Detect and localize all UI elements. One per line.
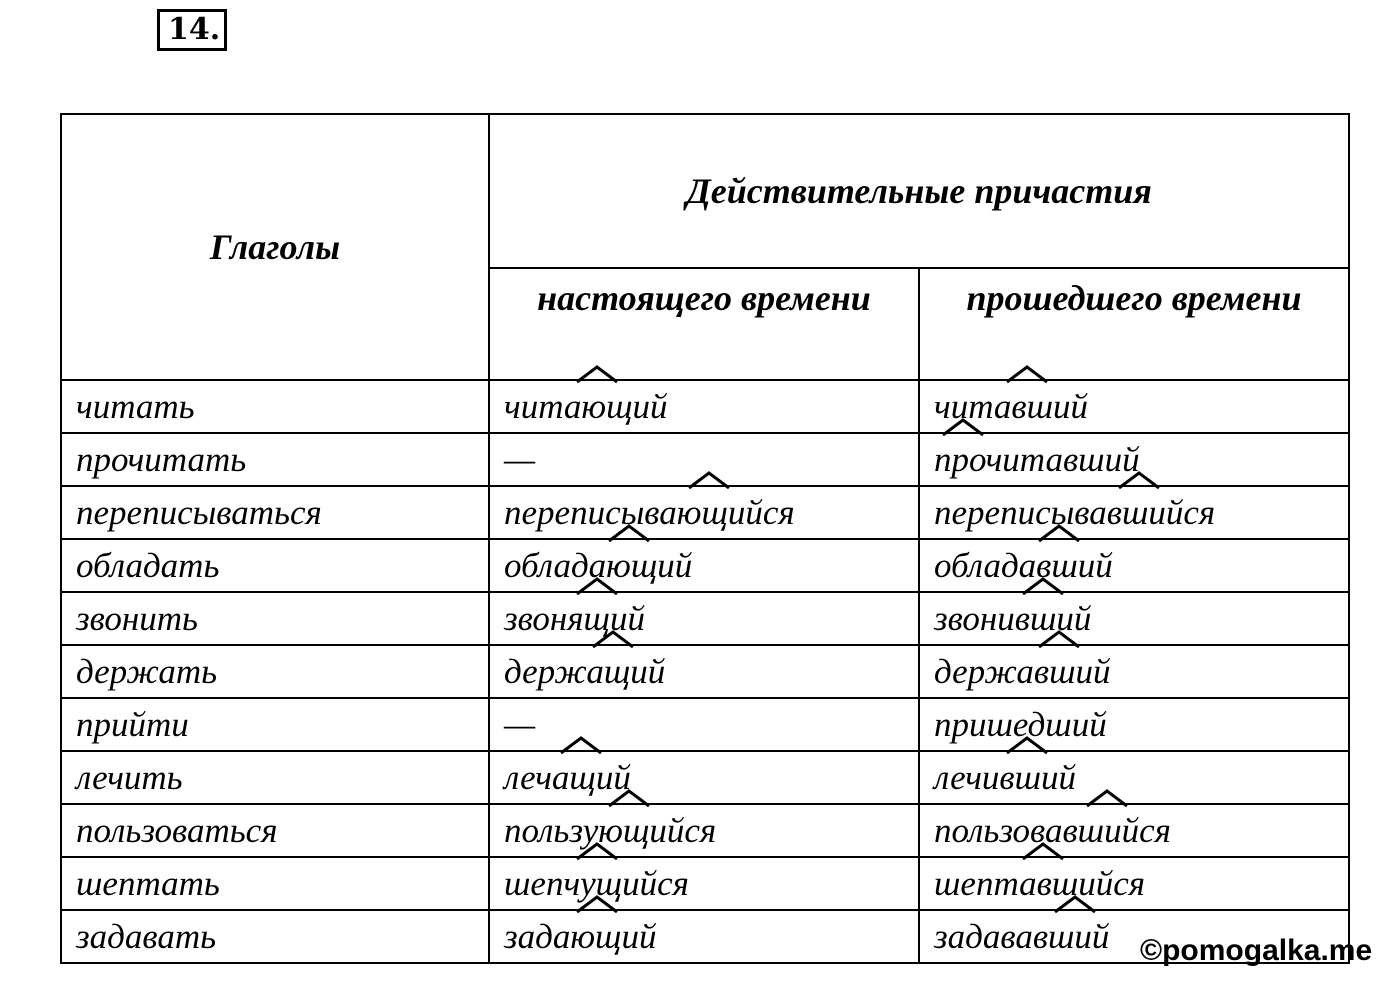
cell-word: читающий (504, 387, 668, 427)
suffix-mark-icon (1006, 365, 1048, 383)
verb-cell (61, 433, 489, 486)
exercise-number: 14. (157, 9, 227, 51)
cell-word: пользоваться (76, 810, 278, 850)
suffix-mark-icon (1022, 577, 1064, 595)
cell-word: задающий (504, 917, 656, 957)
cell-word: лечить (76, 757, 183, 797)
past-participle-cell (919, 645, 1349, 698)
present-participle-cell (489, 698, 919, 751)
table-row (61, 857, 1349, 910)
suffix-mark-icon (1054, 895, 1096, 913)
header-row (61, 114, 1349, 268)
table-row (61, 380, 1349, 433)
cell-word: шептавшийся (934, 864, 1145, 904)
present-participle-cell (489, 857, 919, 910)
past-participle-cell (919, 751, 1349, 804)
table-row (61, 645, 1349, 698)
table-row (61, 804, 1349, 857)
present-participle-cell (489, 804, 919, 857)
verb-cell (61, 645, 489, 698)
cell-word: прийти (76, 704, 189, 744)
suffix-mark-icon (688, 471, 730, 489)
present-participle-cell (489, 539, 919, 592)
header-verbs: Глаголы (61, 114, 489, 380)
header-present: настоящего времени (489, 268, 919, 380)
suffix-mark-icon (576, 365, 618, 383)
past-participle-cell (919, 804, 1349, 857)
present-participle-cell (489, 380, 919, 433)
cell-word: звонящий (504, 599, 645, 639)
cell-word: лечащий (504, 758, 631, 798)
suffix-mark-icon (592, 630, 634, 648)
suffix-mark-icon (576, 842, 618, 860)
past-participle-cell (919, 539, 1349, 592)
suffix-mark-icon (576, 577, 618, 595)
cell-word: переписываться (76, 492, 322, 532)
watermark: ©pomogalka.me (1140, 934, 1373, 967)
cell-word: задавать (76, 916, 217, 956)
suffix-mark-icon (576, 895, 618, 913)
cell-word: задававший (934, 917, 1109, 957)
suffix-mark-icon (942, 418, 984, 436)
verb-cell (61, 910, 489, 963)
present-participle-cell (489, 592, 919, 645)
cell-word: — (504, 704, 536, 744)
verb-cell (61, 698, 489, 751)
present-participle-cell (489, 486, 919, 539)
past-participle-cell (919, 592, 1349, 645)
cell-word: — (504, 439, 536, 479)
cell-word: шепчущийся (504, 864, 689, 904)
table-row (61, 698, 1349, 751)
table-row (61, 751, 1349, 804)
cell-word: пользовавшийся (934, 811, 1171, 851)
verb-cell (61, 857, 489, 910)
table-row (61, 539, 1349, 592)
past-participle-cell (919, 698, 1349, 751)
suffix-mark-icon (1118, 471, 1160, 489)
table-row (61, 486, 1349, 539)
cell-word: читавший (934, 387, 1088, 427)
header-participles: Действительные причастия (489, 114, 1349, 268)
cell-word: державший (934, 652, 1111, 692)
cell-word: звонить (76, 598, 198, 638)
cell-word: переписывающийся (504, 493, 795, 533)
suffix-mark-icon (608, 789, 650, 807)
suffix-mark-icon (1006, 736, 1048, 754)
cell-word: держащий (504, 652, 665, 692)
verb-cell (61, 804, 489, 857)
verb-cell (61, 380, 489, 433)
past-participle-cell (919, 857, 1349, 910)
cell-word: пришедший (934, 704, 1107, 744)
header-past: прошедшего времени (919, 268, 1349, 380)
cell-word: держать (76, 651, 218, 691)
present-participle-cell (489, 645, 919, 698)
cell-word: прочитать (76, 439, 247, 479)
cell-word: читать (76, 386, 195, 426)
suffix-mark-icon (560, 736, 602, 754)
verb-cell (61, 539, 489, 592)
suffix-mark-icon (608, 524, 650, 542)
cell-word: звонивший (934, 599, 1091, 639)
cell-word: пользующийся (504, 811, 716, 851)
table-row (61, 592, 1349, 645)
cell-word: переписывавшийся (934, 493, 1215, 533)
past-participle-cell (919, 486, 1349, 539)
cell-word: обладающий (504, 546, 692, 586)
verb-cell (61, 592, 489, 645)
cell-word: обладавший (934, 546, 1113, 586)
suffix-mark-icon (1038, 630, 1080, 648)
cell-word: прочитавший (934, 440, 1140, 480)
table-body (61, 380, 1349, 963)
suffix-mark-icon (1038, 524, 1080, 542)
present-participle-cell (489, 910, 919, 963)
verb-cell (61, 751, 489, 804)
present-participle-cell (489, 751, 919, 804)
cell-word: обладать (76, 545, 220, 585)
participles-table (60, 113, 1350, 964)
verb-cell (61, 486, 489, 539)
suffix-mark-icon (1022, 842, 1064, 860)
cell-word: лечивший (934, 758, 1076, 798)
suffix-mark-icon (1086, 789, 1128, 807)
cell-word: шептать (76, 863, 220, 903)
